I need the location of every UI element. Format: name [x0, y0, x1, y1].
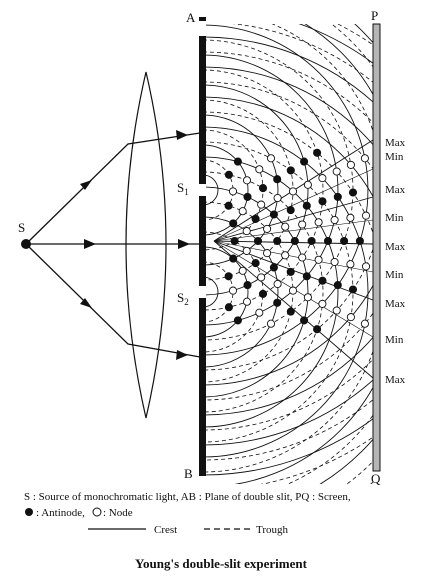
wavefront-s1-crest	[203, 55, 338, 325]
label-p: P	[371, 8, 379, 23]
antinode	[356, 237, 363, 244]
maximum-label: Max	[385, 374, 406, 386]
antinode	[308, 237, 315, 244]
antinode	[314, 326, 321, 333]
node	[258, 274, 265, 281]
minimum-label: Min	[385, 269, 404, 281]
antinode	[291, 237, 298, 244]
antinode	[287, 207, 294, 214]
label-q: Q	[371, 471, 381, 486]
node	[243, 247, 250, 254]
node	[361, 155, 368, 162]
antinode	[270, 211, 277, 218]
node	[264, 225, 271, 232]
antinode	[314, 149, 321, 156]
antinode	[287, 167, 294, 174]
antinode	[225, 202, 232, 209]
label-s1: $S_1$	[177, 180, 189, 197]
antinode	[301, 317, 308, 324]
node	[304, 181, 311, 188]
antinode	[341, 237, 348, 244]
node	[256, 309, 263, 316]
wavefront-s2-trough	[203, 0, 442, 576]
antinode	[287, 308, 294, 315]
antinode	[244, 193, 251, 200]
antinode	[230, 255, 237, 262]
node	[264, 250, 271, 257]
antinode	[349, 189, 356, 196]
node	[243, 298, 250, 305]
node	[347, 161, 354, 168]
node	[347, 314, 354, 321]
slit-plane-ab	[199, 17, 206, 476]
wavefront-s1-crest	[203, 0, 428, 415]
legend-line-1: S : Source of monochromatic light, AB : Plane of double slit, PQ : Screen,	[24, 491, 351, 503]
legend-node-icon	[93, 508, 101, 516]
maximum-label: Max	[385, 298, 406, 310]
node	[347, 261, 354, 268]
node	[229, 287, 236, 294]
node	[243, 177, 250, 184]
antinode	[225, 304, 232, 311]
node	[331, 258, 338, 265]
node	[267, 155, 274, 162]
antinode	[252, 215, 259, 222]
node	[362, 212, 369, 219]
legend-antinode-icon	[25, 508, 33, 516]
node	[347, 214, 354, 221]
node	[299, 221, 306, 228]
antinode	[287, 268, 294, 275]
antinode	[334, 193, 341, 200]
antinode	[274, 299, 281, 306]
antinode	[259, 185, 266, 192]
label-s2: $S_2$	[177, 290, 189, 307]
node	[361, 320, 368, 327]
antinode	[270, 264, 277, 271]
figure-caption: Young's double-slit experiment	[135, 556, 307, 571]
label-a: A	[186, 10, 196, 25]
node	[267, 320, 274, 327]
rays	[26, 133, 200, 357]
wavefront-s1-trough	[203, 0, 442, 430]
antinode	[231, 237, 238, 244]
legend-crest-label: Crest	[154, 524, 178, 536]
node	[239, 267, 246, 274]
legend-trough-label: Trough	[256, 524, 288, 536]
node	[282, 252, 289, 259]
antinode	[225, 273, 232, 280]
node	[289, 287, 296, 294]
wavefront-s2-crest	[203, 157, 338, 427]
antinode	[259, 290, 266, 297]
wavefront-s1-trough	[203, 0, 442, 490]
node	[333, 168, 340, 175]
minimum-label: Min	[385, 212, 404, 224]
source-label: S	[18, 220, 26, 235]
node	[304, 294, 311, 301]
wavefront-s2-crest	[203, 37, 442, 547]
antinode	[254, 237, 261, 244]
antinode	[244, 282, 251, 289]
legend-node-label: : Node	[103, 507, 133, 519]
screen-fringe-labels	[385, 137, 406, 386]
wavefront-s2-trough	[203, 22, 442, 562]
label-b: B	[184, 466, 193, 481]
antinode	[303, 273, 310, 280]
antinode	[319, 198, 326, 205]
antinode	[225, 171, 232, 178]
node	[229, 188, 236, 195]
antinode	[319, 277, 326, 284]
node	[256, 166, 263, 173]
node	[333, 307, 340, 314]
node	[282, 223, 289, 230]
antinode	[324, 237, 331, 244]
node	[258, 201, 265, 208]
node	[362, 263, 369, 270]
antinode	[349, 286, 356, 293]
nodes-and-antinodes	[225, 149, 370, 333]
antinode	[274, 237, 281, 244]
wavefronts	[203, 0, 442, 576]
antinode	[234, 317, 241, 324]
convex-lens	[126, 72, 166, 418]
screen-pq	[373, 24, 380, 471]
antinode	[230, 220, 237, 227]
legend-antinode-label: : Antinode,	[36, 507, 85, 519]
maximum-label: Max	[385, 184, 406, 196]
node	[274, 280, 281, 287]
node	[315, 256, 322, 263]
node	[243, 228, 250, 235]
node	[315, 219, 322, 226]
antinode	[252, 260, 259, 267]
maximum-label: Max	[385, 137, 406, 149]
node	[239, 208, 246, 215]
antinode	[334, 282, 341, 289]
node	[319, 300, 326, 307]
antinode	[234, 158, 241, 165]
antinode	[301, 158, 308, 165]
antinode	[274, 176, 281, 183]
ray-arrowheads	[80, 130, 190, 360]
node	[274, 194, 281, 201]
screen-fringe-lines	[214, 140, 373, 378]
maximum-label: Max	[385, 241, 406, 253]
minimum-label: Min	[385, 151, 404, 163]
node	[319, 175, 326, 182]
minimum-label: Min	[385, 334, 404, 346]
antinode	[303, 202, 310, 209]
node	[289, 188, 296, 195]
node	[299, 254, 306, 261]
node	[331, 216, 338, 223]
